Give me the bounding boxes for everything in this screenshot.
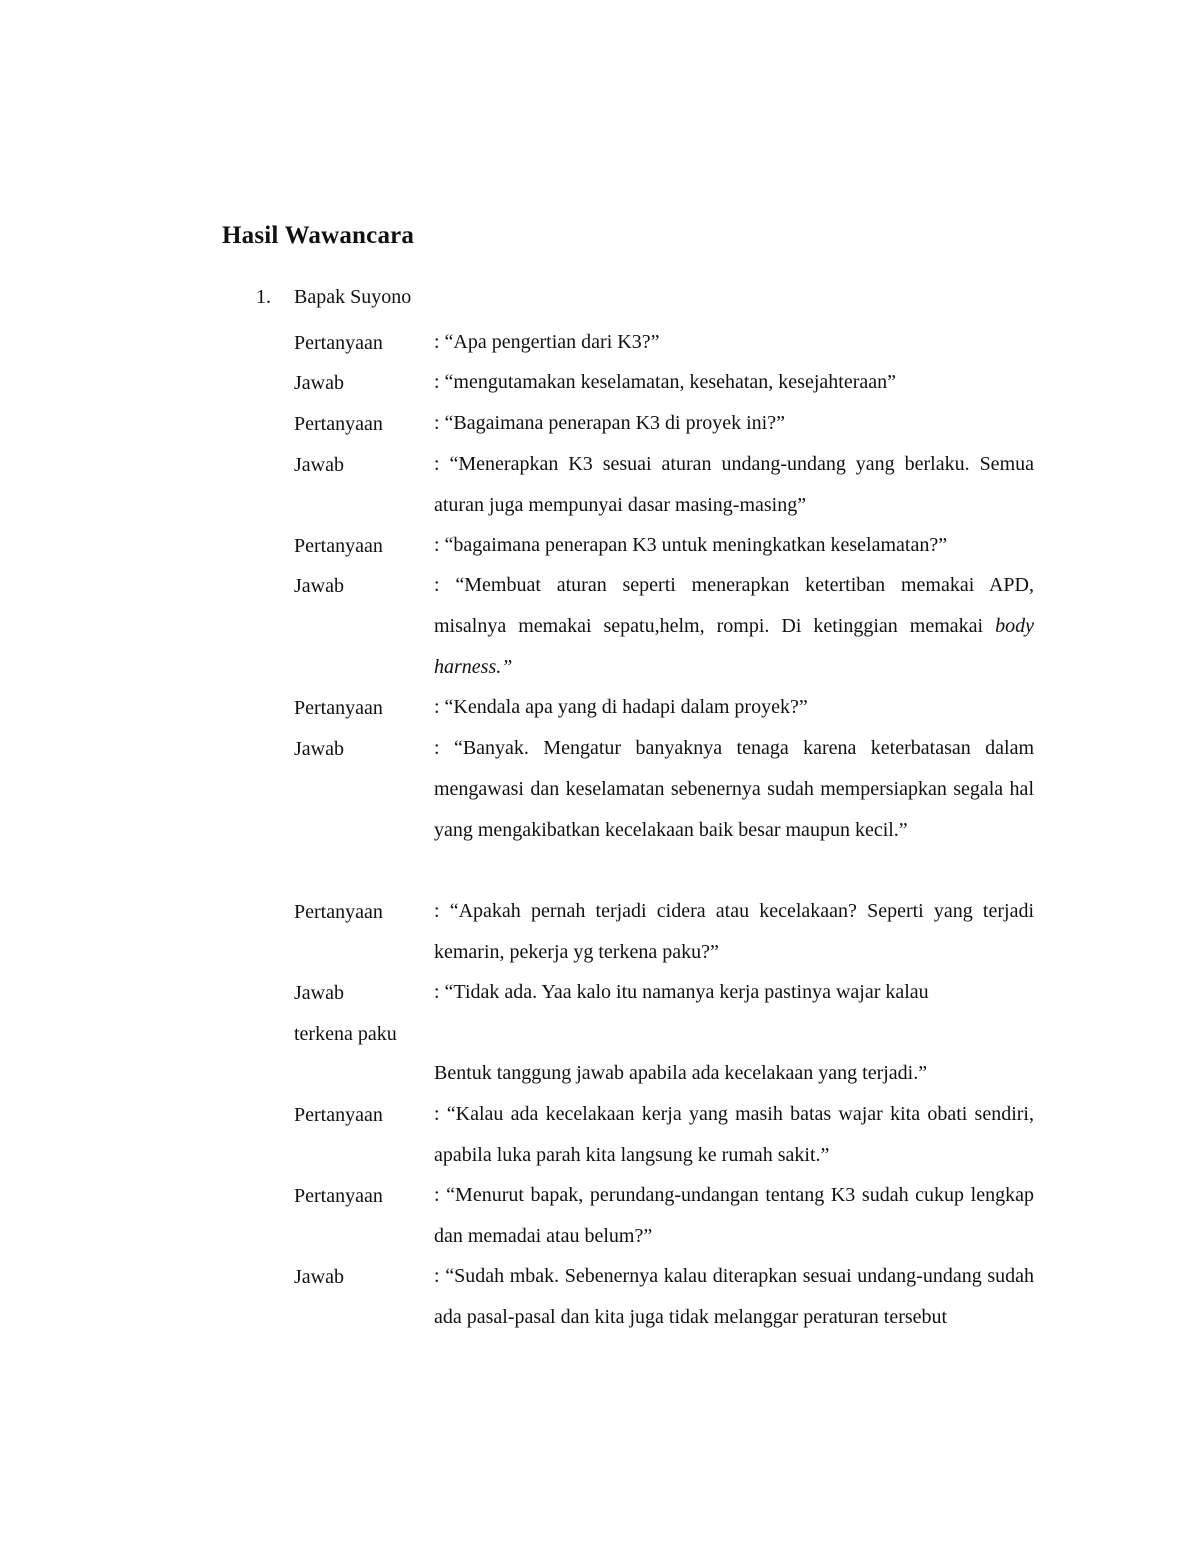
list-number: 1. [256, 286, 271, 308]
entry-label: Pertanyaan [294, 1185, 383, 1207]
entry-label: Pertanyaan [294, 1104, 383, 1126]
entry-label: Pertanyaan [294, 697, 383, 719]
entry-text: : “bagaimana penerapan K3 untuk meningkatkan keselamatan?” [434, 534, 948, 556]
entry-text: : “Menurut bapak, perundang-undangan tentang K3 sudah cukup lengkap dan memadai atau belum?” [434, 1184, 1034, 1247]
entry-text: : “Sudah mbak. Sebenernya kalau diterapkan sesuai undang-undang sudah ada pasal-pasal dan kita juga tidak melanggar peraturan tersebut [434, 1265, 1034, 1328]
entry-label: Jawab [294, 372, 344, 394]
entry-label: Jawab [294, 454, 344, 476]
entry-text [434, 565, 1034, 688]
entry-text-regular: : “Membuat aturan seperti menerapkan ketertiban memakai APD, misalnya memakai sepatu,helm, rompi. Di ketinggian memakai [434, 574, 1034, 637]
entry-text: : “Apakah pernah terjadi cidera atau kecelakaan? Seperti yang terjadi kemarin, pekerja yg terkena paku?” [434, 900, 1034, 963]
entry-label: Pertanyaan [294, 413, 383, 435]
entry-text-italic: body harness.” [434, 615, 1034, 678]
entry-text: : “Menerapkan K3 sesuai aturan undang-undang yang berlaku. Semua aturan juga mempunyai dasar masing-masing” [434, 453, 1034, 516]
entry-text: : “Bagaimana penerapan K3 di proyek ini?” [434, 412, 785, 434]
interviewee-name: Bapak Suyono [294, 286, 412, 308]
entry-text: : “mengutamakan keselamatan, kesehatan, kesejahteraan” [434, 371, 896, 393]
entry-text: : “Kendala apa yang di hadapi dalam proyek?” [434, 696, 808, 718]
entry-label: Pertanyaan [294, 332, 383, 354]
entry-label: Jawab [294, 982, 344, 1004]
entry-label: Pertanyaan [294, 535, 383, 557]
document-title: Hasil Wawancara [222, 222, 415, 249]
entry-text: : “Tidak ada. Yaa kalo itu namanya kerja pastinya wajar kalau [434, 981, 929, 1003]
entry-label: Pertanyaan [294, 901, 383, 923]
entry-text: : “Kalau ada kecelakaan kerja yang masih batas wajar kita obati sendiri, apabila luka parah kita langsung ke rumah sakit.” [434, 1103, 1034, 1166]
entry-label: Jawab [294, 738, 344, 760]
entry-label: Jawab [294, 1266, 344, 1288]
entry-text: Bentuk tanggung jawab apabila ada kecelakaan yang terjadi.” [434, 1062, 928, 1084]
entry-label: Jawab [294, 575, 344, 597]
entry-text: : “Banyak. Mengatur banyaknya tenaga karena keterbatasan dalam mengawasi dan keselamatan sebenernya sudah mempersiapkan segala hal yang mengakibatkan kecelakaan baik besar maupun kecil.” [434, 737, 1034, 841]
entry-label: terkena paku [294, 1023, 397, 1045]
entry-text: : “Apa pengertian dari K3?” [434, 331, 660, 353]
